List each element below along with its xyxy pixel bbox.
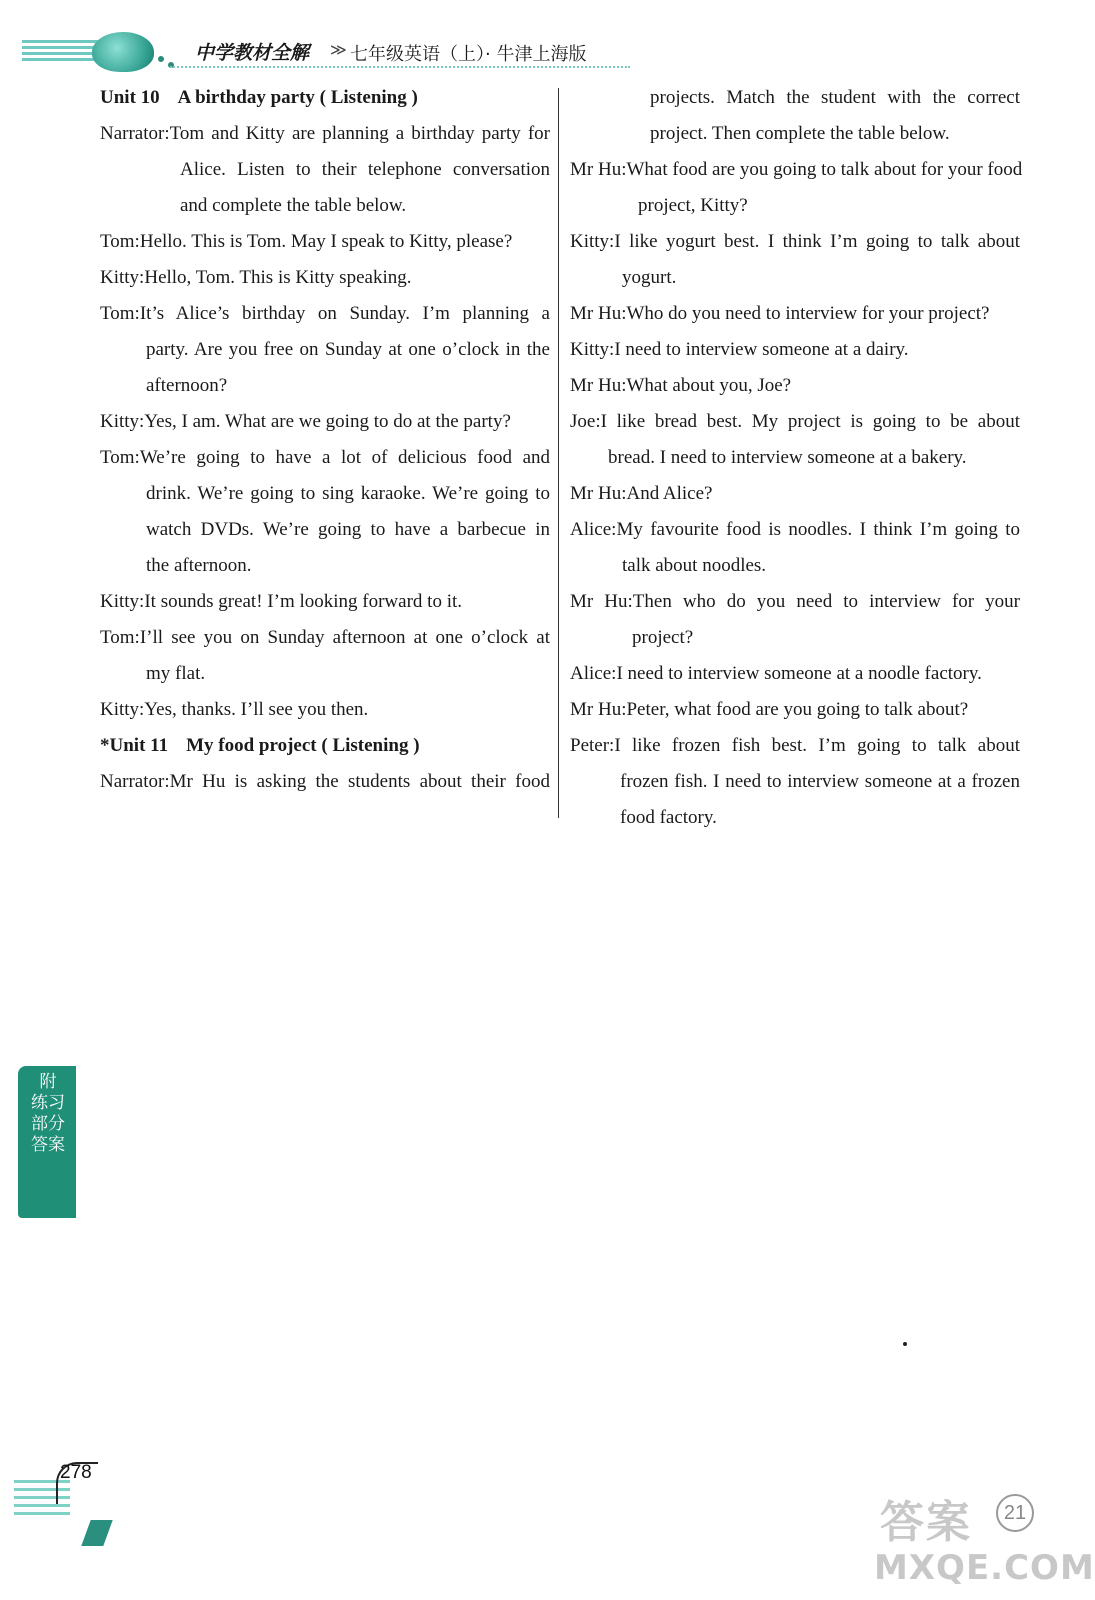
dialogue-text: I like frozen fish best. I’m going to talk about (614, 735, 1020, 756)
dialogue-text: Alice. Listen to their telephone conversation (180, 159, 550, 180)
book-title: 中学教材全解 (195, 42, 310, 64)
unit-title: My food project ( Listening ) (186, 735, 420, 756)
dialogue-line (570, 368, 1020, 404)
left-column (100, 80, 550, 800)
section-side-tab (18, 1066, 76, 1218)
dialogue-text: food factory. (620, 807, 717, 828)
speaker-name: Kitty: (100, 591, 145, 612)
unit-label: Unit 10 (100, 87, 160, 108)
dialogue-text: project, Kitty? (638, 195, 748, 216)
dialogue-continuation (100, 368, 550, 404)
dialogue-continuation (570, 440, 1020, 476)
book-logo-icon (92, 32, 154, 72)
dialogue-line (100, 224, 550, 260)
watermark-logo (872, 1486, 1095, 1590)
dialogue-continuation (570, 260, 1020, 296)
unit-heading (100, 728, 550, 764)
dialogue-continuation (100, 476, 550, 512)
dialogue-line (100, 692, 550, 728)
speaker-name: Mr Hu: (570, 483, 627, 504)
page-header (0, 28, 640, 76)
speaker-name: Mr Hu: (570, 159, 627, 180)
dialogue-line (570, 692, 1020, 728)
dialogue-text: And Alice? (626, 483, 713, 504)
dialogue-text: projects. Match the student with the correct (650, 87, 1020, 108)
dialogue-text: It’s Alice’s birthday on Sunday. I’m planning a (139, 303, 550, 324)
speaker-name: Kitty: (100, 699, 145, 720)
dialogue-text: Tom and Kitty are planning a birthday party for (169, 123, 550, 144)
dialogue-text: What food are you going to talk about for your food (626, 159, 1023, 180)
speaker-name: Alice: (570, 519, 617, 540)
dialogue-line (100, 440, 550, 476)
speaker-name: Mr Hu: (570, 303, 627, 324)
page-number: 278 (60, 1462, 92, 1483)
dialogue-line (100, 584, 550, 620)
stray-dot (903, 1342, 907, 1346)
dialogue-continuation (570, 620, 1020, 656)
dialogue-line (570, 512, 1020, 548)
dialogue-continuation (570, 116, 1020, 152)
dialogue-line (570, 728, 1020, 764)
speaker-name: Alice: (570, 663, 617, 684)
speaker-name: Peter: (570, 735, 615, 756)
dialogue-text: I like yogurt best. I think I’m going to talk about (614, 231, 1020, 252)
dialogue-text: We’re going to have a lot of delicious food and (139, 447, 550, 468)
dialogue-text: Peter, what food are you going to talk about? (626, 699, 969, 720)
dialogue-continuation (570, 764, 1020, 800)
dialogue-text: I like bread best. My project is going to be about (600, 411, 1020, 432)
dialogue-line (570, 296, 1020, 332)
dialogue-line (100, 296, 550, 332)
speaker-name: Kitty: (570, 339, 615, 360)
dialogue-continuation (570, 800, 1020, 836)
unit-heading (100, 80, 550, 116)
speaker-name: Tom: (100, 447, 140, 468)
dialogue-line (100, 764, 550, 800)
header-arrow-icon: ≫ (330, 40, 347, 59)
speaker-name: Tom: (100, 231, 140, 252)
dialogue-text: My favourite food is noodles. I think I’m going to (616, 519, 1020, 540)
dialogue-text: Yes, thanks. I’ll see you then. (144, 699, 369, 720)
dialogue-line (100, 404, 550, 440)
speaker-name: Joe: (570, 411, 601, 432)
dialogue-line (100, 260, 550, 296)
dialogue-text: afternoon? (146, 375, 228, 396)
speaker-name: Narrator: (100, 123, 170, 144)
header-dotted-rule (170, 66, 630, 68)
dialogue-text: I need to interview someone at a noodle factory. (616, 663, 982, 684)
watermark-bottom-text: MXQE.COM (874, 1548, 1095, 1588)
dialogue-line (570, 476, 1020, 512)
dialogue-continuation (100, 188, 550, 224)
dialogue-text: I’ll see you on Sunday afternoon at one o’clock at (139, 627, 550, 648)
dialogue-line (570, 584, 1020, 620)
speaker-name: Kitty: (100, 267, 145, 288)
dialogue-text: Hello. This is Tom. May I speak to Kitty, please? (139, 231, 513, 252)
dialogue-line (570, 404, 1020, 440)
watermark-top-text: 答案 (880, 1497, 972, 1548)
speaker-name: Kitty: (100, 411, 145, 432)
dialogue-text: Mr Hu is asking the students about their food (169, 771, 550, 792)
dialogue-text: drink. We’re going to sing karaoke. We’re going to (146, 483, 550, 504)
dialogue-text: frozen fish. I need to interview someone at a frozen (620, 771, 1020, 792)
dialogue-continuation (100, 548, 550, 584)
dialogue-text: party. Are you free on Sunday at one o’clock in the (146, 339, 550, 360)
dialogue-text: Yes, I am. What are we going to do at the party? (144, 411, 511, 432)
speaker-name: Tom: (100, 627, 140, 648)
unit-label: *Unit 11 (100, 735, 169, 756)
dialogue-text: project? (632, 627, 694, 648)
unit-title: A birthday party ( Listening ) (177, 87, 418, 108)
dialogue-text: Then who do you need to interview for your (632, 591, 1020, 612)
page-corner-decoration (81, 1520, 112, 1546)
book-subtitle: 七年级英语（上）· 牛津上海版 (350, 44, 587, 65)
dialogue-text: What about you, Joe? (626, 375, 792, 396)
dialogue-continuation (100, 152, 550, 188)
dialogue-text: talk about noodles. (622, 555, 767, 576)
dialogue-continuation (100, 332, 550, 368)
dialogue-line (570, 152, 1023, 188)
side-tab-label: 附 练习部分答案 (31, 1072, 65, 1155)
dialogue-text: and complete the table below. (180, 195, 407, 216)
dialogue-text: project. Then complete the table below. (650, 123, 950, 144)
dialogue-continuation (100, 656, 550, 692)
dialogue-text: yogurt. (622, 267, 677, 288)
dialogue-line (570, 332, 1020, 368)
dialogue-text: watch DVDs. We’re going to have a barbecue in (146, 519, 550, 540)
dialogue-text: I need to interview someone at a dairy. (614, 339, 909, 360)
speaker-name: Mr Hu: (570, 699, 627, 720)
watermark-circle-number: 21 (996, 1494, 1034, 1532)
speaker-name: Mr Hu: (570, 591, 633, 612)
dialogue-continuation (570, 80, 1020, 116)
column-divider (558, 88, 559, 818)
dialogue-text: the afternoon. (146, 555, 252, 576)
dialogue-text: my flat. (146, 663, 206, 684)
dialogue-continuation (570, 548, 1020, 584)
right-column (570, 80, 1023, 836)
speaker-name: Narrator: (100, 771, 170, 792)
dialogue-line (570, 224, 1020, 260)
dialogue-line (100, 116, 550, 152)
dialogue-text: Who do you need to interview for your project? (626, 303, 990, 324)
dialogue-text: It sounds great! I’m looking forward to it. (144, 591, 462, 612)
dialogue-continuation (100, 512, 550, 548)
speaker-name: Mr Hu: (570, 375, 627, 396)
dialogue-text: bread. I need to interview someone at a bakery. (608, 447, 967, 468)
speaker-name: Tom: (100, 303, 140, 324)
speaker-name: Kitty: (570, 231, 615, 252)
dialogue-continuation (570, 188, 1020, 224)
dialogue-line (570, 656, 1020, 692)
dialogue-line (100, 620, 550, 656)
dialogue-text: Hello, Tom. This is Kitty speaking. (144, 267, 412, 288)
